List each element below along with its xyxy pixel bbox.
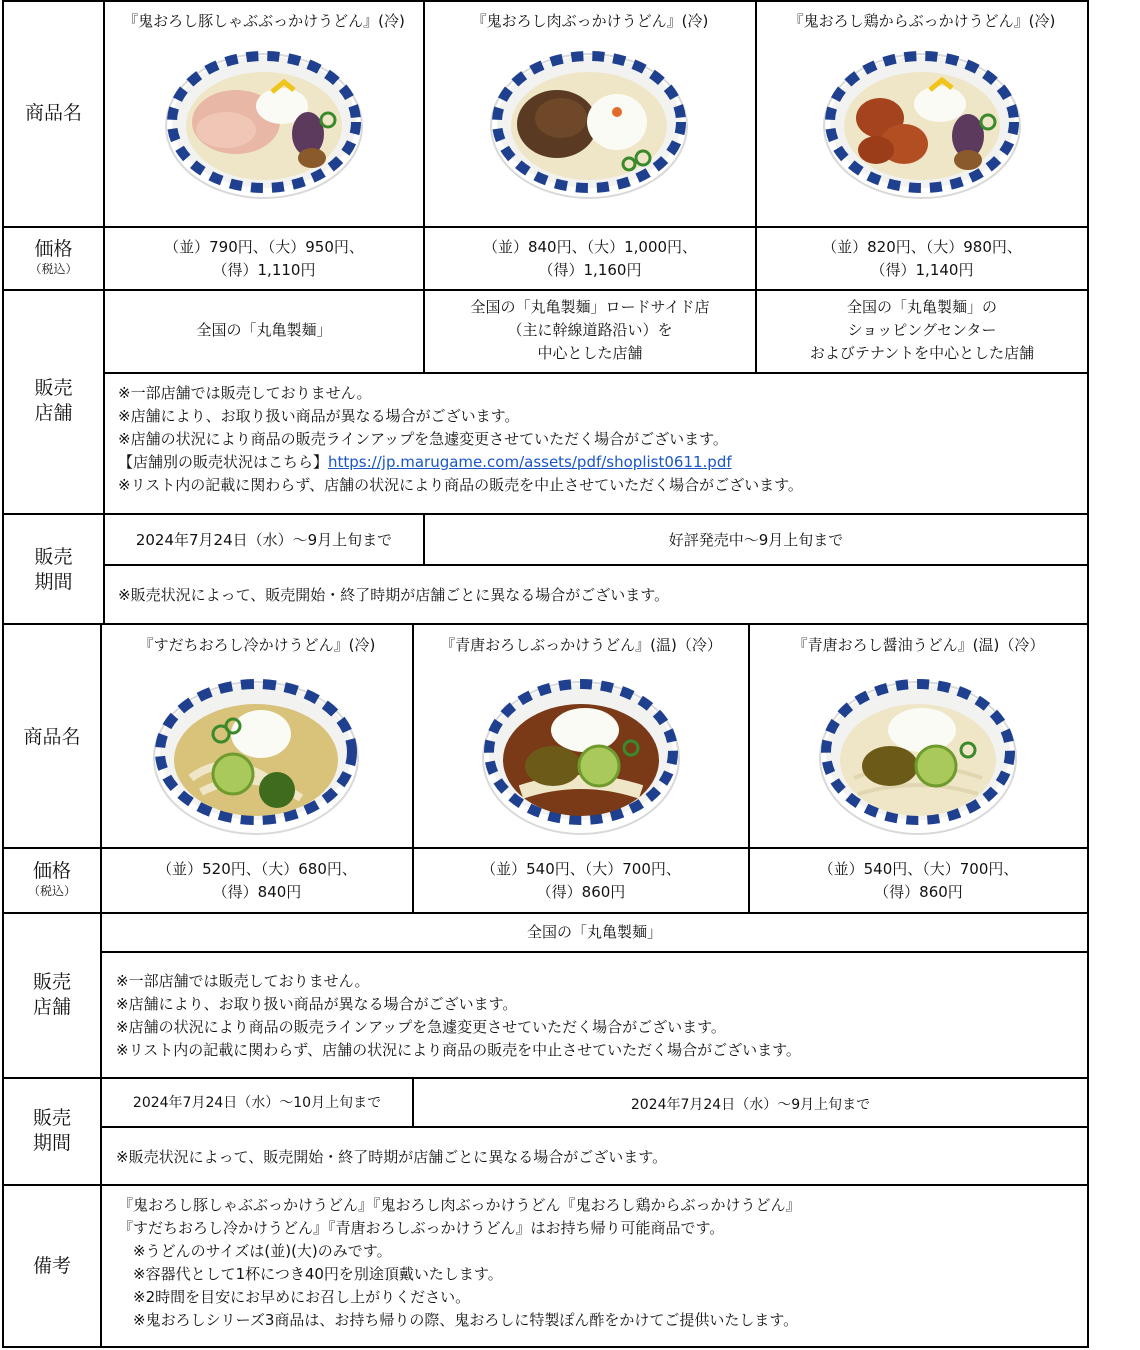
remark-line: ※うどんのサイズは(並)(大)のみです。 — [118, 1242, 392, 1260]
price-line: （得）860円 — [874, 883, 963, 901]
store-line: 中心とした店舗 — [537, 344, 643, 362]
note-line: ※店舗の状況により商品の販売ラインアップを急遽変更させていただく場合がございます。 — [116, 1018, 726, 1036]
store-info: 全国の「丸亀製麺」 — [526, 923, 662, 941]
store-label-line2: 店舗 — [34, 402, 73, 424]
store-info: 全国の「丸亀製麺」 — [196, 321, 332, 339]
rule — [2, 847, 1089, 849]
price-label: 価格 — [32, 860, 71, 882]
rule — [103, 564, 1089, 566]
row-label-product-name: 商品名 — [24, 102, 82, 124]
store-label-line1: 販売 — [32, 971, 71, 993]
rule — [100, 1126, 1089, 1128]
remark-line: 『鬼おろし豚しゃぶぶっかけうどん』『鬼おろし肉ぶっかけうどん『鬼おろし鶏からぶっかけうどん』 — [118, 1196, 801, 1214]
note-line: ※店舗により、お取り扱い商品が異なる場合がございます。 — [118, 407, 520, 425]
product-image-beef-udon — [489, 40, 689, 200]
table-border-top — [2, 0, 1089, 2]
sales-period: 2024年7月24日（水）～10月上旬まで — [132, 1095, 382, 1111]
note-line: ※店舗により、お取り扱い商品が異なる場合がございます。 — [116, 995, 518, 1013]
product-name: 『青唐おろし醤油うどん』(温)（冷） — [792, 636, 1045, 654]
rule — [103, 372, 1089, 374]
rule — [2, 513, 1089, 515]
price-label: 価格 — [34, 238, 73, 260]
product-name: 『鬼おろし豚しゃぶぶっかけうどん』(冷) — [123, 12, 405, 30]
product-name: 『すだちおろし冷かけうどん』(冷) — [138, 636, 376, 654]
sales-period: 好評発売中～9月上旬まで — [668, 531, 844, 549]
remark-line: ※鬼おろしシリーズ3商品は、お持ち帰りの際、鬼おろしに特製ぽん酢をかけてご提供いたします。 — [118, 1311, 799, 1329]
row-label-remarks: 備考 — [32, 1255, 71, 1277]
rule — [100, 951, 1089, 953]
remark-line: ※2時間を目安にお早めにお召し上がりください。 — [118, 1288, 471, 1306]
row-label-product-name: 商品名 — [23, 726, 81, 748]
store-notes — [118, 382, 803, 497]
link-prefix: 【店舗別の販売状況はこちら】 — [118, 453, 329, 471]
price-line: （得）860円 — [536, 883, 626, 901]
note-line: ※一部店舗では販売しておりません。 — [118, 384, 372, 402]
product-name: 『鬼おろし肉ぶっかけうどん』(冷) — [471, 12, 709, 30]
product-image-aotou-shoyu-udon — [818, 668, 1018, 838]
rule — [100, 623, 102, 1348]
sales-period: 2024年7月24日（水）～9月上旬まで — [630, 1097, 871, 1113]
row-label-price — [4, 859, 100, 898]
store-line: （主に幹線道路沿い）を — [507, 321, 673, 339]
note-line: ※一部店舗では販売しておりません。 — [116, 972, 370, 990]
note-line: ※リスト内の記載に関わらず、店舗の状況により商品の販売を中止させていただく場合がございます。 — [118, 476, 803, 494]
product-name: 『青唐おろしぶっかけうどん』(温)（冷） — [440, 636, 722, 654]
note-line: ※リスト内の記載に関わらず、店舗の状況により商品の販売を中止させていただく場合がございます。 — [116, 1041, 801, 1059]
price-line: （並）540円、（大）700円、 — [481, 860, 681, 878]
store-line: 全国の「丸亀製麺」ロードサイド店 — [470, 298, 710, 316]
table-border-bottom — [2, 1346, 1089, 1348]
rule — [2, 1077, 1089, 1079]
sales-period: 2024年7月24日（水）～9月上旬まで — [135, 531, 393, 549]
price-line: （得）1,140円 — [870, 261, 974, 279]
rule — [2, 623, 1089, 625]
price-line: （得）840円 — [212, 883, 302, 901]
tax-included-label: （税込） — [27, 884, 76, 898]
price-line: （並）840円、（大）1,000円、 — [482, 238, 698, 256]
store-line: ショッピングセンター — [847, 321, 997, 339]
period-note: ※販売状況によって、販売開始・終了時期が店舗ごとに異なる場合がございます。 — [116, 1148, 668, 1166]
price-line: （得）1,110円 — [212, 261, 316, 279]
period-label-line1: 販売 — [34, 546, 73, 568]
product-name: 『鬼おろし鶏からぶっかけうどん』(冷) — [788, 12, 1056, 30]
rule — [2, 289, 1089, 291]
product-image-sudachi-udon — [151, 668, 361, 838]
store-line: 全国の「丸亀製麺」の — [846, 298, 997, 316]
price-line: （並）540円、（大）700円、 — [818, 860, 1019, 878]
product-price — [757, 236, 1087, 282]
product-price — [102, 858, 412, 904]
product-image-pork-udon — [164, 40, 364, 200]
store-info — [757, 296, 1087, 365]
price-line: （得）1,160円 — [538, 261, 642, 279]
period-label-line2: 期間 — [32, 1132, 71, 1154]
rule — [2, 1184, 1089, 1186]
rule — [2, 912, 1089, 914]
period-note: ※販売状況によって、販売開始・終了時期が店舗ごとに異なる場合がございます。 — [118, 586, 670, 604]
period-label-line1: 販売 — [32, 1107, 71, 1129]
row-label-period — [4, 545, 103, 595]
store-label-line1: 販売 — [34, 377, 73, 399]
product-image-karaage-udon — [822, 40, 1022, 200]
product-image-aotou-bukkake-udon — [481, 668, 681, 838]
shoplist-link[interactable]: https://jp.marugame.com/assets/pdf/shoplist0611.pdf — [328, 453, 732, 471]
store-line: およびテナントを中心とした店舗 — [809, 344, 1035, 362]
store-info — [425, 296, 755, 365]
price-line: （並）820円、（大）980円、 — [822, 238, 1022, 256]
price-line: （並）790円、（大）950円、 — [164, 238, 364, 256]
remark-line: ※容器代として1杯につき40円を別途頂戴いたします。 — [118, 1265, 503, 1283]
row-label-period — [4, 1106, 100, 1156]
row-label-price — [4, 237, 103, 276]
store-label-line2: 店舗 — [32, 996, 71, 1018]
rule — [2, 226, 1089, 228]
note-line: ※店舗の状況により商品の販売ラインアップを急遽変更させていただく場合がございます。 — [118, 430, 728, 448]
remarks-text — [118, 1194, 801, 1332]
remark-line: 『すだちおろし冷かけうどん』『青唐おろしぶっかけうどん』はお持ち帰り可能商品です。 — [118, 1219, 725, 1237]
table-border-right — [1087, 0, 1089, 1348]
product-price — [425, 236, 755, 282]
product-price — [105, 236, 423, 282]
store-notes — [116, 970, 801, 1062]
product-price — [414, 858, 748, 904]
row-label-store — [4, 970, 100, 1020]
row-label-store — [4, 376, 103, 426]
period-label-line2: 期間 — [34, 571, 73, 593]
tax-included-label: （税込） — [29, 262, 78, 276]
product-price — [750, 858, 1087, 904]
price-line: （並）520円、（大）680円、 — [157, 860, 357, 878]
